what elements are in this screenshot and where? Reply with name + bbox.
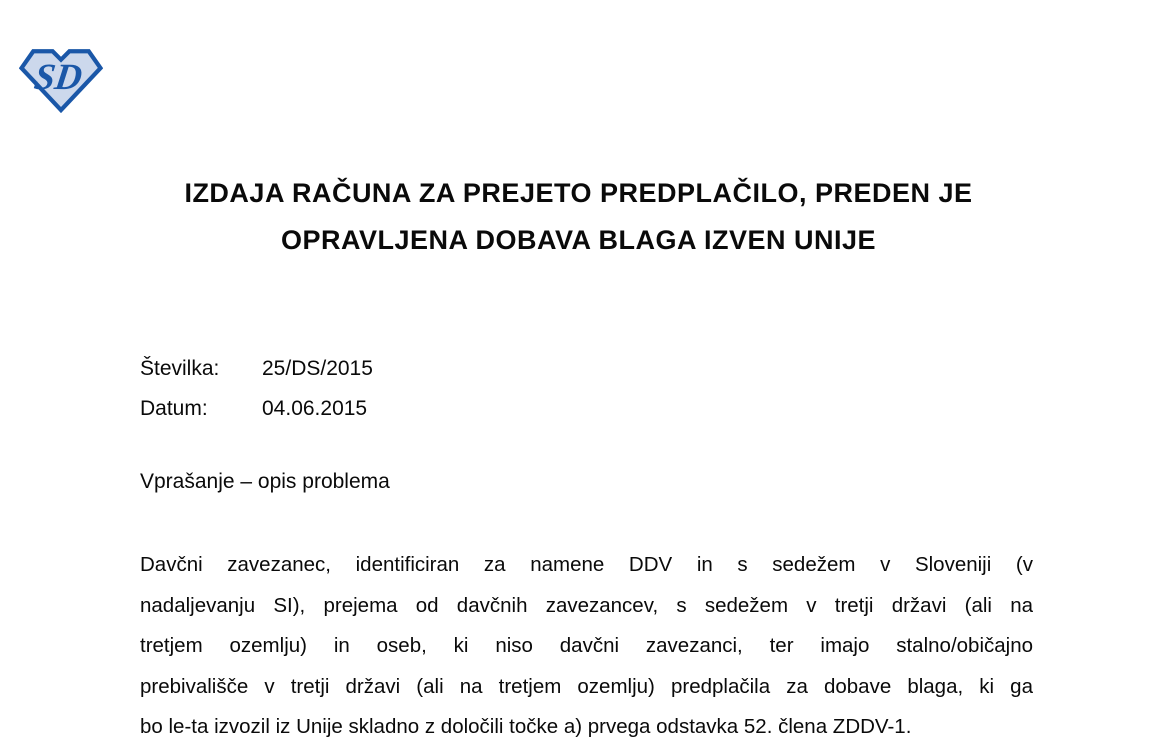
document-meta	[140, 349, 373, 429]
paragraph-line: prebivališče v tretji državi (ali na tretjem ozemlju) predplačila za dobave blaga, ki ga	[140, 674, 1033, 698]
document-title-line2: OPRAVLJENA DOBAVA BLAGA IZVEN UNIJE	[280, 225, 877, 255]
section-heading: Vprašanje – opis problema	[140, 470, 390, 493]
date-label: Datum:	[140, 397, 208, 420]
paragraph-line: Davčni zavezanec, identificiran za namene DDV in s sedežem v Sloveniji (v	[140, 553, 1033, 576]
body-paragraph	[140, 545, 1033, 743]
meta-row-date	[140, 389, 373, 429]
paragraph-line: bo le-ta izvozil iz Unije skladno z določili točke a) prvega odstavka 52. člena ZDDV-1.	[140, 715, 912, 738]
sd-logo-letters: SD	[31, 57, 85, 99]
meta-row-number	[140, 349, 373, 389]
document-title	[0, 170, 1157, 264]
paragraph-line: nadaljevanju SI), prejema od davčnih zavezancev, s sedežem v tretji državi (ali na	[140, 593, 1033, 617]
sd-diamond-icon	[19, 45, 103, 113]
paragraph-line: tretjem ozemlju) in oseb, ki niso davčni zavezanci, ter imajo stalno/običajno	[140, 634, 1033, 657]
number-value: 25/DS/2015	[262, 357, 373, 380]
sd-logo	[19, 45, 103, 113]
date-value: 04.06.2015	[262, 397, 368, 420]
number-label: Številka:	[140, 357, 220, 380]
document-title-line1: IZDAJA RAČUNA ZA PREJETO PREDPLAČILO, PREDEN JE	[184, 178, 973, 208]
